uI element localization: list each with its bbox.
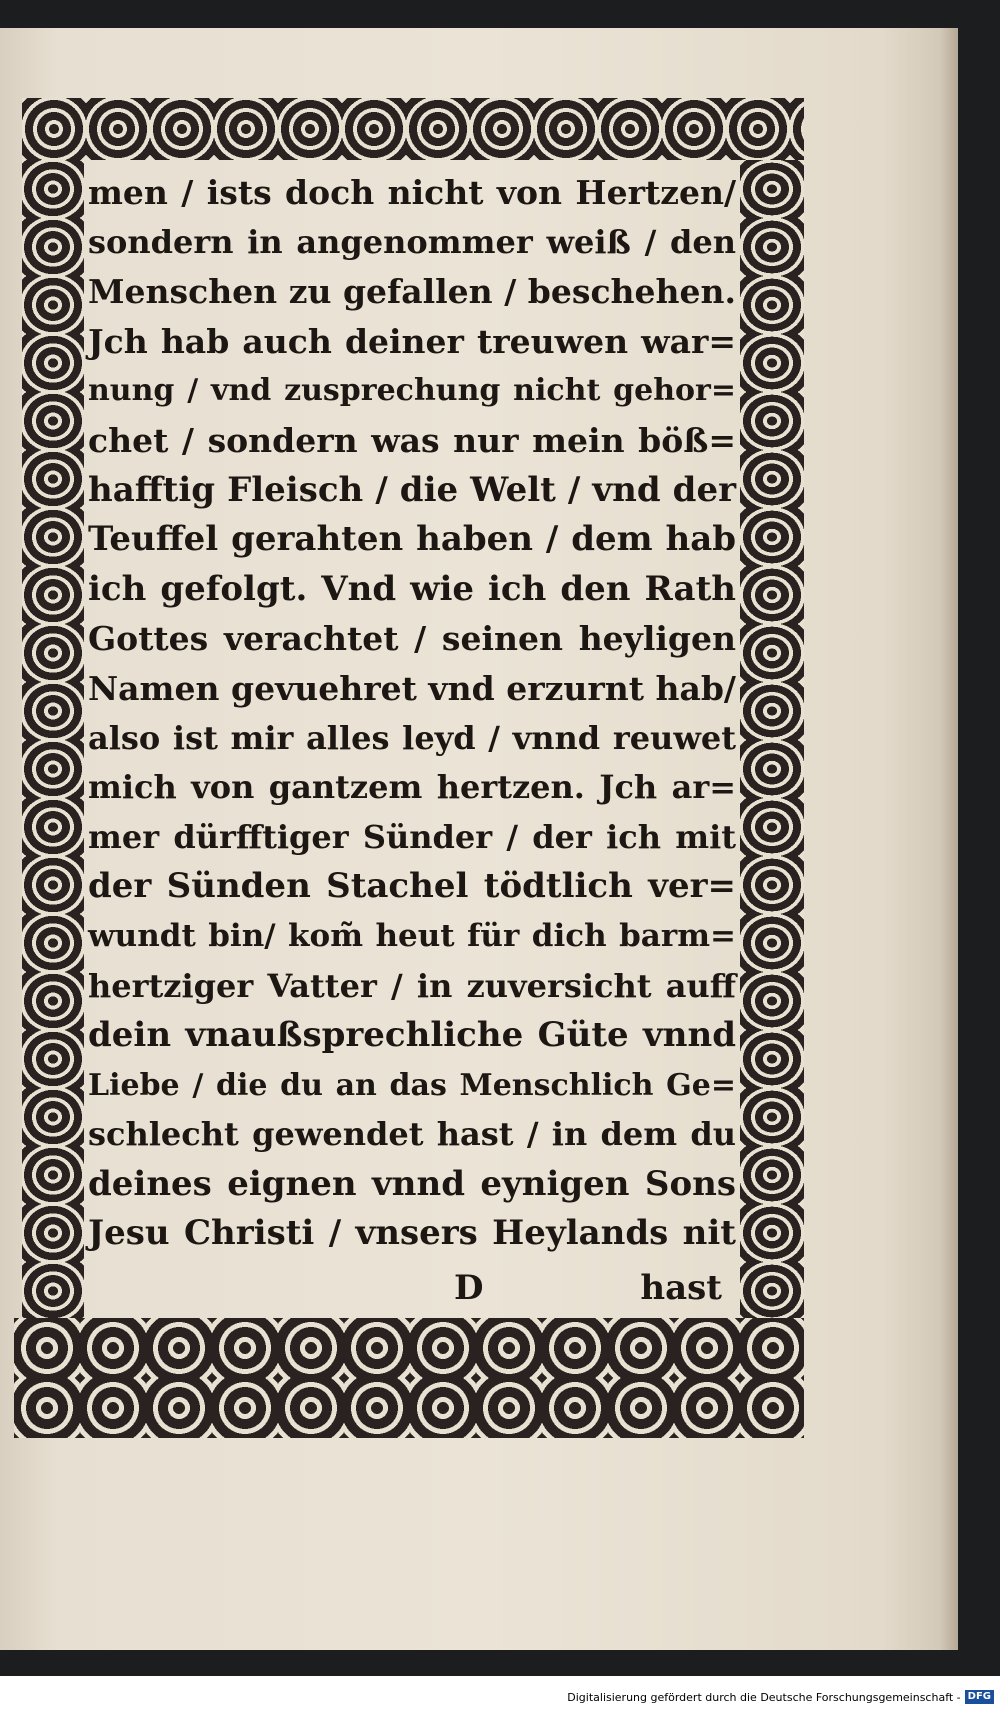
- text-line: nung / vnd zusprechung nicht gehor=: [88, 373, 736, 409]
- page-footer: [88, 1268, 736, 1314]
- text-line: schlecht gewendet hast / in dem du: [88, 1115, 736, 1154]
- text-line: ich gefolgt. Vnd wie ich den Rath: [88, 568, 736, 609]
- catchword: hast: [640, 1268, 722, 1308]
- digitization-credit: [567, 1688, 994, 1706]
- page-edge-shadow: [940, 28, 958, 1650]
- text-line: Namen gevuehret vnd erzurnt hab/: [88, 668, 736, 708]
- ornamental-border-left: [22, 160, 84, 1318]
- text-line: mich von gantzem hertzen. Jch ar=: [88, 768, 736, 807]
- ornamental-border-top: [22, 98, 804, 160]
- text-line: Jch hab auch deiner treuwen war=: [88, 321, 736, 361]
- text-line: Gottes verachtet / seinen heyligen: [88, 619, 736, 659]
- text-line: wundt bin/ kom̃ heut für dich barm=: [88, 917, 736, 954]
- text-line: Jesu Christi / vnsers Heylands nit: [88, 1213, 736, 1254]
- text-line: Menschen zu gefallen / beschehen.: [88, 272, 736, 312]
- text-line: chet / sondern was nur mein böß=: [88, 420, 736, 460]
- dfg-logo-icon: DFG: [965, 1690, 994, 1704]
- text-line: sondern in angenommer weiß / den: [88, 222, 736, 261]
- ornamental-border-right: [740, 160, 804, 1318]
- text-line: men / ists doch nicht von Hertzen/: [88, 173, 736, 212]
- text-line: deines eignen vnnd eynigen Sons: [88, 1163, 736, 1204]
- text-line: hafftig Fleisch / die Welt / vnd der: [88, 469, 736, 510]
- text-line: mer dürfftiger Sünder / der ich mit: [88, 817, 736, 856]
- text-line: Liebe / die du an das Menschlich Ge=: [88, 1067, 736, 1103]
- ornamental-border-bottom: [14, 1318, 804, 1438]
- text-line: dein vnaußsprechliche Güte vnnd: [88, 1015, 736, 1056]
- text-line: also ist mir alles leyd / vnnd reuwet: [88, 718, 736, 757]
- signature-mark: D: [454, 1268, 484, 1308]
- text-line: Teuffel gerahten haben / dem hab: [88, 519, 736, 560]
- text-line: der Sünden Stachel tödtlich ver=: [88, 866, 736, 907]
- page-text: [88, 168, 736, 1259]
- credit-text: Digitalisierung gefördert durch die Deutsche Forschungsgemeinschaft -: [567, 1690, 961, 1704]
- text-line: hertziger Vatter / in zuversicht auff: [88, 966, 736, 1005]
